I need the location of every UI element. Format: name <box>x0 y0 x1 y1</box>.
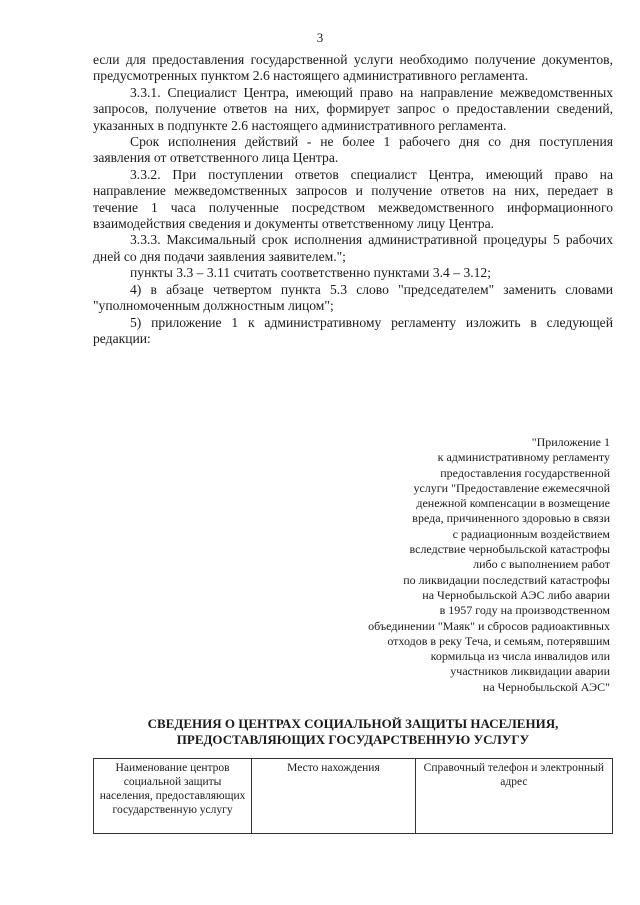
appendix-line: денежной компенсации в возмещение <box>416 496 610 511</box>
paragraph: пункты 3.3 – 3.11 считать соответственно пунктами 3.4 – 3.12; <box>130 265 492 281</box>
centers-table <box>93 758 613 834</box>
appendix-line: по ликвидации последствий катастрофы <box>403 572 610 587</box>
page-number: 3 <box>316 30 324 45</box>
column-header-location: Место нахождения <box>252 759 416 834</box>
section-title-line: СВЕДЕНИЯ О ЦЕНТРАХ СОЦИАЛЬНОЙ ЗАЩИТЫ НАСЕЛЕНИЯ, <box>147 716 559 731</box>
appendix-line: "Приложение 1 <box>531 435 610 449</box>
appendix-line: в 1957 году на производственном <box>439 603 610 618</box>
appendix-line: объединении "Маяк" и сбросов радиоактивных <box>368 618 610 633</box>
appendix-line: кормильца из числа инвалидов или <box>430 649 610 664</box>
body-text <box>93 52 613 347</box>
appendix-line: вреда, причиненного здоровью в связи <box>412 511 610 526</box>
appendix-line: на Чернобыльской АЭС" <box>482 679 610 694</box>
appendix-line: с радиационным воздействием <box>452 526 610 541</box>
paragraph: если для предоставления государственной услуги необходимо получение документов, предусмотренных пунктом 2.6 настоящего административного регламента. <box>93 52 613 84</box>
paragraph: 5) приложение 1 к административному регламенту изложить в следующей редакции: <box>93 314 613 346</box>
appendix-line: к административному регламенту <box>437 450 610 465</box>
paragraph: 3.3.1. Специалист Центра, имеющий право на направление межведомственных запросов, получение ответов на них, формирует запрос о предоставлении сведений, указанных в подпункте 2.6 настоящего административного регламента. <box>93 84 613 133</box>
appendix-line: либо с выполнением работ <box>473 557 610 572</box>
paragraph: 4) в абзаце четвертом пункта 5.3 слово "председателем" заменить словами "уполномоченным должностным лицом"; <box>93 281 613 314</box>
column-header-contacts: Справочный телефон и электронный адрес <box>415 759 612 834</box>
paragraph: 3.3.2. При поступлении ответов специалист Центра, имеющий право на направление межведомственных запросов и получение ответов на них, передает в течение 1 часа полученные посредством межведомственного информационного взаимодействия сведения и документы ответственному лицу Центра. <box>93 166 613 232</box>
appendix-line: вследствие чернобыльской катастрофы <box>409 542 610 557</box>
appendix-line: отходов в реку Теча, и семьям, потерявшим <box>387 633 610 648</box>
column-header-name: Наименование центров социальной защиты населения, предоставляющих государственную услугу <box>94 759 252 834</box>
paragraph: 3.3.3. Максимальный срок исполнения административной процедуры 5 рабочих дней со дня подачи заявления заявителем."; <box>93 232 613 264</box>
appendix-line: на Чернобыльской АЭС либо аварии <box>422 587 610 602</box>
appendix-line: услуги "Предоставление ежемесячной <box>413 480 610 495</box>
section-title <box>93 716 613 748</box>
appendix-header <box>330 435 610 695</box>
appendix-line: предоставления государственной <box>440 465 610 480</box>
paragraph: Срок исполнения действий - не более 1 рабочего дня со дня поступления заявления от ответственного лица Центра. <box>93 134 613 166</box>
table-header-row <box>94 759 613 834</box>
section-title-line: ПРЕДОСТАВЛЯЮЩИХ ГОСУДАРСТВЕННУЮ УСЛУГУ <box>176 732 530 747</box>
appendix-line: участников ликвидации аварии <box>450 664 610 679</box>
